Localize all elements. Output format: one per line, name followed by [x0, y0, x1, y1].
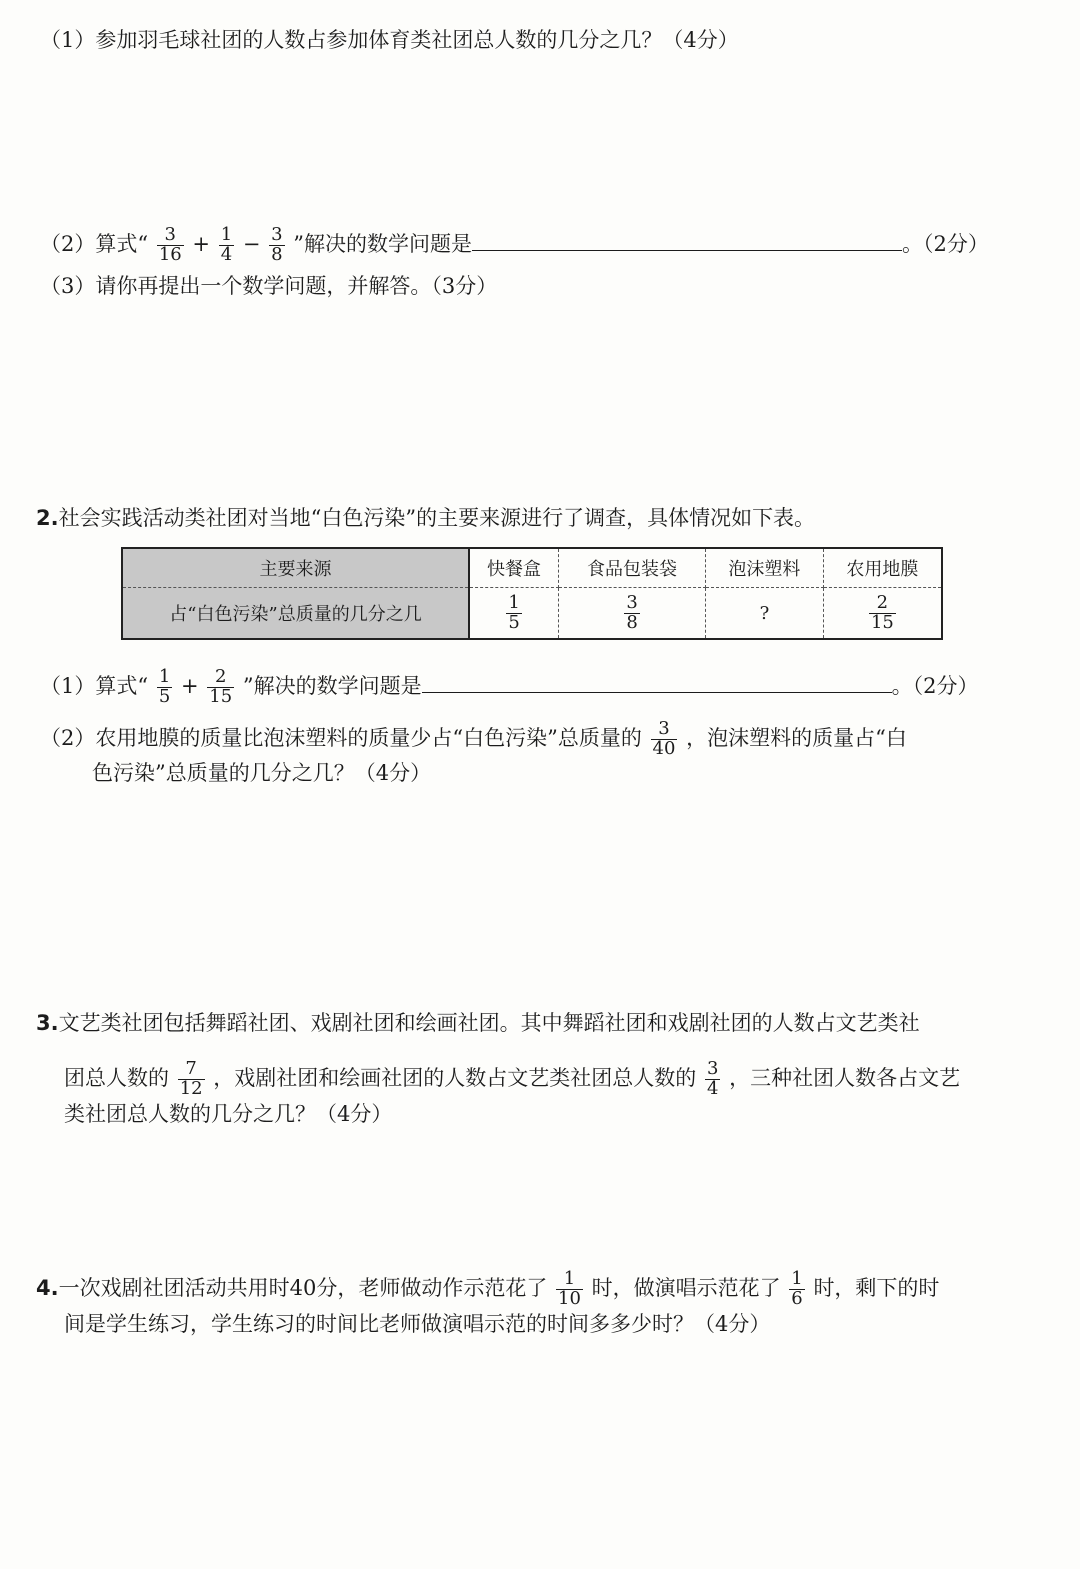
pollution-source-table	[121, 547, 943, 640]
question-1-3: （3）请你再提出一个数学问题，并解答。（3分）	[40, 274, 498, 298]
table-header-source: 主要来源	[122, 548, 469, 588]
question-2-2-continued: 色污染”总质量的几分之几？（4分）	[92, 761, 432, 785]
fraction: $\frac{1}{5}$	[158, 666, 171, 707]
question-2-2: （2）农用地膜的质量比泡沫塑料的质量少占“白色污染”总质量的 $\frac{3}{40}$ ，泡沫塑料的质量占“白	[40, 718, 907, 759]
question-1-1: （1）参加羽毛球社团的人数占参加体育类社团总人数的几分之几？（4分）	[40, 28, 739, 52]
table-col-header: 食品包装袋	[559, 548, 706, 588]
fraction: $\frac{1}{4}$	[220, 224, 233, 265]
fraction: $\frac{1}{6}$	[791, 1268, 803, 1309]
table-cell: $\frac{3}{8}$	[559, 588, 706, 640]
problem-3-line-3: 类社团总人数的几分之几？（4分）	[64, 1102, 393, 1126]
problem-3-line-1: 3.文艺类社团包括舞蹈社团、戏剧社团和绘画社团。其中舞蹈社团和戏剧社团的人数占文艺类社	[36, 1011, 920, 1035]
answer-blank[interactable]	[422, 692, 892, 693]
fraction: $\frac{3}{4}$	[706, 1058, 719, 1099]
table-col-header: 快餐盒	[469, 548, 559, 588]
table-cell: $\frac{1}{5}$	[469, 588, 559, 640]
problem-3-line-2: 团总人数的 $\frac{7}{12}$ ，戏剧社团和绘画社团的人数占文艺类社团总人数的 $\frac{3}{4}$ ，三种社团人数各占文艺	[64, 1058, 961, 1099]
table-cell: ?	[705, 588, 823, 640]
question-2-1: （1）算式“ $\frac{1}{5}$ + $\frac{2}{15}$ ”解决的数学问题是 。（2分）	[40, 666, 979, 707]
table-cell: $\frac{2}{15}$	[870, 591, 894, 633]
fraction: $\frac{3}{8}$	[271, 224, 283, 265]
question-1-2: （2）算式“ $\frac{3}{16}$ + $\frac{1}{4}$ − $\frac{3}{8}$ ”解决的数学问题是 。（2分）	[40, 224, 989, 265]
problem-4-line-1: 4.一次戏剧社团活动共用时40分，老师做动作示范花了 $\frac{1}{10}$ 时，做演唱示范花了 $\frac{1}{6}$ 时，剩下的时	[36, 1268, 940, 1309]
fraction: $\frac{3}{40}$	[652, 718, 676, 759]
table-header-fraction: 占“白色污染”总质量的几分之几	[122, 588, 469, 640]
table-col-header: 农用地膜	[823, 548, 942, 588]
answer-blank[interactable]	[472, 250, 902, 251]
fraction: $\frac{7}{12}$	[179, 1058, 203, 1099]
problem-2-intro: 2.社会实践活动类社团对当地“白色污染”的主要来源进行了调查，具体情况如下表。	[36, 506, 816, 530]
problem-4-line-2: 间是学生练习，学生练习的时间比老师做演唱示范的时间多多少时？（4分）	[64, 1312, 771, 1336]
fraction: $\frac{1}{10}$	[558, 1268, 581, 1309]
fraction: $\frac{2}{15}$	[209, 666, 233, 707]
table-col-header: 泡沫塑料	[705, 548, 823, 588]
fraction: $\frac{3}{16}$	[158, 224, 182, 265]
